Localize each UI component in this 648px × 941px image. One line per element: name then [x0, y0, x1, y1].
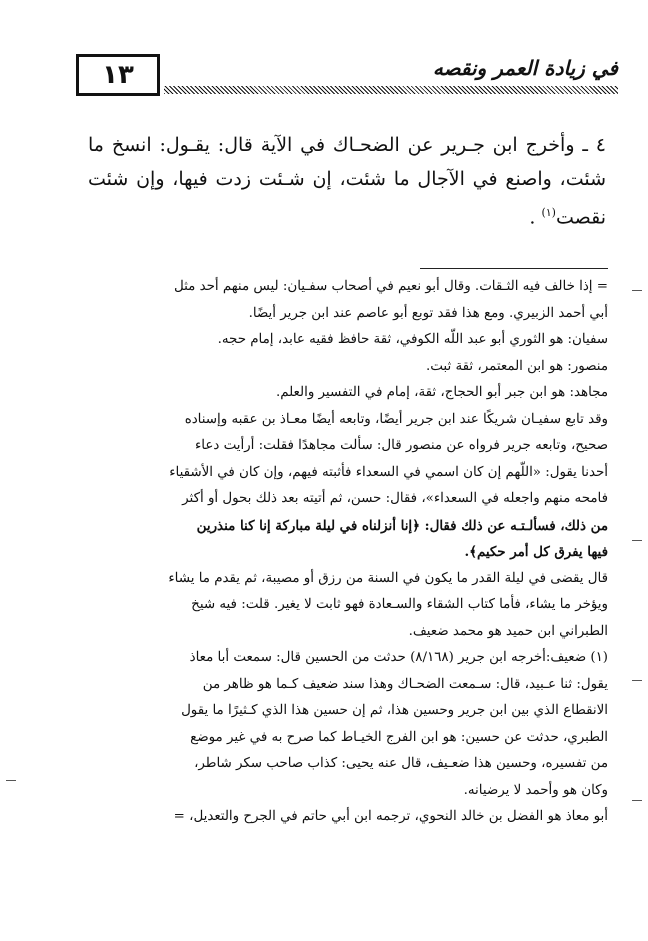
footnote-line: أبي أحمد الزبيري. ومع هذا فقد توبع أبو عاصم عند ابن جرير أيضًا.	[248, 305, 608, 321]
footnote-line: من تفسيره، وحسين هذا ضعـيف، قال عنه يحيى: كذاب صاحب سكر شاطر،	[194, 756, 608, 771]
edge-mark	[632, 800, 642, 801]
main-paragraph-end: .	[529, 206, 542, 229]
footnotes-block	[60, 274, 608, 831]
footnote-line: فيها يفرق كل أمر حكيم﴾.	[464, 544, 608, 560]
footnote-line: الطبري، حدثت عن حسين: هو ابن الفرج الخيـاط كما صرح به في غير موضع	[190, 729, 608, 745]
footnote-line: يقول: ثنا عـبيد، قال: سـمعت الضحـاك وهذا سند ضعيف كـما هو ظاهر من	[202, 676, 608, 692]
footnote-line: أبو معاذ هو الفضل بن خالد النحوي، ترجمه ابن أبي حاتم في الجرح والتعديل، =	[173, 809, 608, 824]
edge-mark	[632, 290, 642, 291]
footnote-reference: (١)	[541, 206, 556, 219]
footnote-line: قال يقضى في ليلة القدر ما يكون في السنة من رزق أو مصيبة، ثم يقدم ما يشاء	[168, 570, 608, 586]
header-hatched-rule	[164, 86, 618, 94]
footnote-line: صحيح، وتابعه جرير فرواه عن منصور قال: سألت مجاهدًا فقلت: أرأيت دعاء	[195, 438, 608, 453]
page-number-box	[76, 54, 160, 96]
main-paragraph: ٤ ـ وأخرج ابن جـرير عن الضحـاك في الآية قال: يقـول: انسخ ما شئت، واصنع في الآجال ما شئت، إن شـئت زدت فيها، وإن شئت نقصت	[88, 134, 606, 229]
footnote-line: الطبراني ابن حميد هو محمد ضعيف.	[408, 623, 608, 639]
footnote-line: من ذلك، فسألـتـه عن ذلك فقال: ﴿إنا أنزلناه في ليلة مباركة إنا كنا منذرين	[196, 517, 608, 534]
footnote-line: فامحه منهم واجعله في السعداء»، فقال: حسن، ثم أتيته بعد ذلك بحول أو أكثر	[182, 491, 608, 506]
edge-mark	[632, 680, 642, 681]
footnote-line: = إذا خالف فيه الثـقات. وقال أبو نعيم في أصحاب سفـيان: ليس منهم أحد مثل	[173, 279, 608, 294]
footnote-line: سفيان: هو الثوري أبو عبد اللّه الكوفي، ثقة حافظ فقيه عابد، إمام حجه.	[217, 332, 608, 347]
footnote-divider	[420, 268, 608, 269]
footnote-line: أحدنا يقول: «اللّهم إن كان اسمي في السعداء فأثبته فيهم، وإن كان في الأشقياء	[169, 464, 608, 480]
main-text	[88, 128, 606, 234]
page-header	[70, 52, 618, 102]
edge-mark	[632, 540, 642, 541]
footnote-line: الانقطاع الذي بين ابن جرير وحسين هذا، ثم إن حسين هذا الذي كـثيرًا ما يقول	[181, 703, 608, 718]
page-number: ١٣	[102, 60, 134, 90]
footnote-line: ويؤخر ما يشاء، فأما كتاب الشقاء والسـعادة فهو ثابت لا يغير. قلت: فيه شيخ	[191, 597, 608, 612]
footnote-line: منصور: هو ابن المعتمر، ثقة ثبت.	[426, 358, 608, 374]
footnote-line: وكان هو وأحمد لا يرضيانه.	[463, 782, 608, 798]
running-title: في زيادة العمر ونقصه	[432, 56, 618, 80]
footnote-line: وقد تابع سفيـان شريكًا عند ابن جرير أيضًا، وتابعه أيضًا معـاذ بن عقبه وإسناده	[184, 411, 608, 427]
footnote-line: مجاهد: هو ابن جبر أبو الحجاج، ثقة، إمام في التفسير والعلم.	[275, 385, 608, 400]
edge-mark	[6, 780, 16, 781]
footnote-line: (١) ضعيف:أخرجه ابن جرير (٨/١٦٨) حدثت من الحسين قال: سمعت أبا معاذ	[189, 650, 608, 665]
